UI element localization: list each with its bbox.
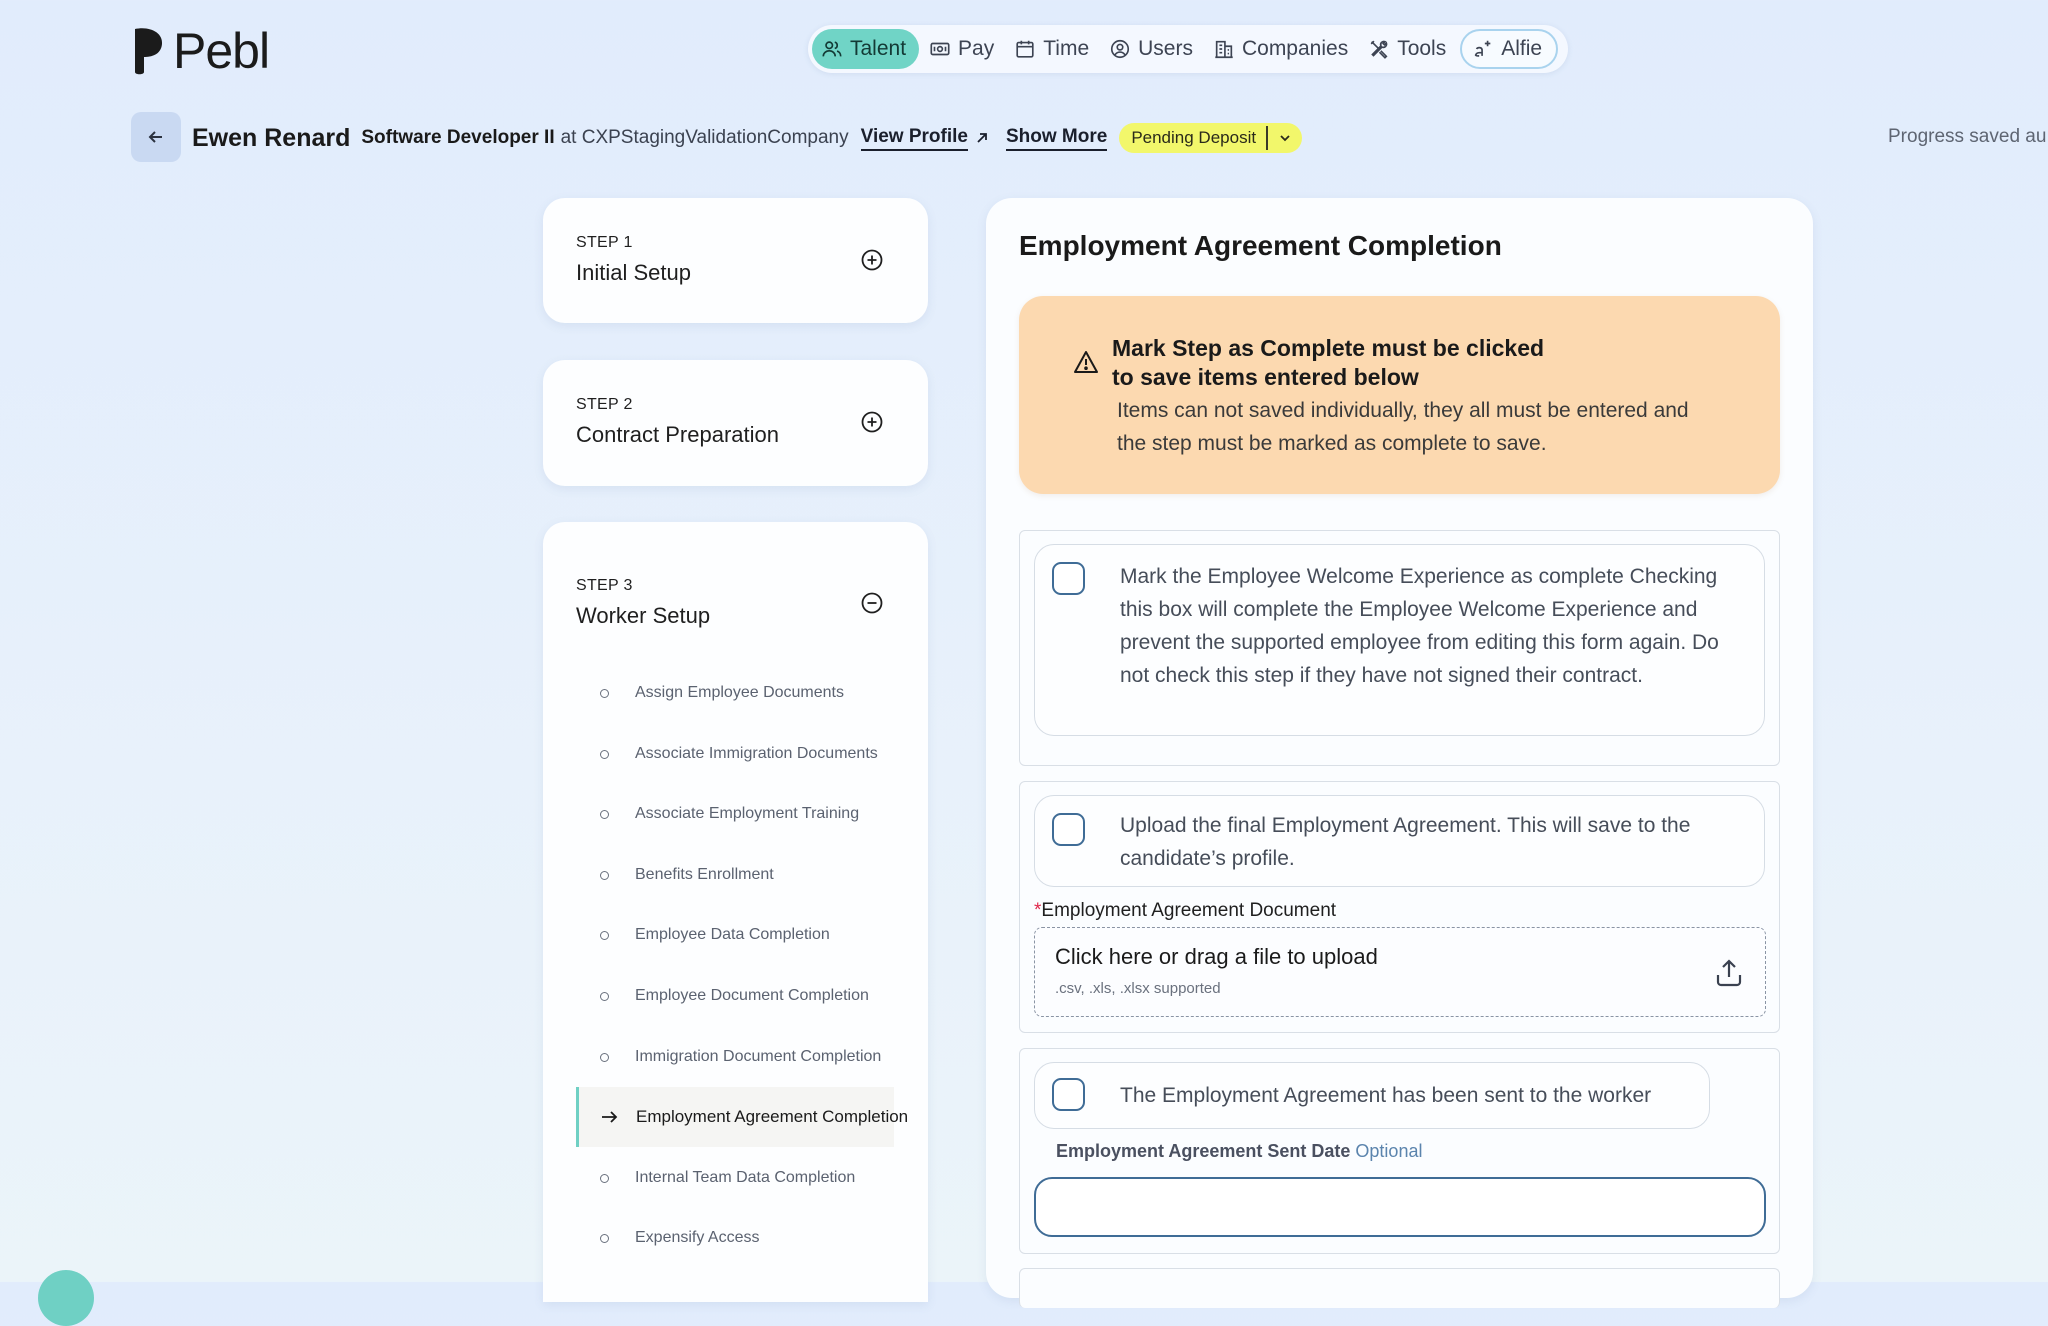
circle-bullet-icon <box>600 689 609 698</box>
checkbox[interactable] <box>1052 562 1085 595</box>
main-panel <box>986 198 1813 1298</box>
view-profile-link[interactable] <box>861 126 968 151</box>
nav-alfie-label: Alfie <box>1501 37 1543 60</box>
substep-label: Internal Team Data Completion <box>635 1169 856 1186</box>
nav-talent[interactable] <box>812 29 919 69</box>
substep-label: Immigration Document Completion <box>635 1048 882 1065</box>
calendar-icon <box>1014 38 1036 60</box>
checkbox-card[interactable] <box>1034 1062 1710 1129</box>
warning-title: Mark Step as Complete must be clicked to save items entered below <box>1112 335 1545 390</box>
checkbox-card[interactable] <box>1034 544 1765 736</box>
substep-item[interactable] <box>576 663 894 723</box>
circle-bullet-icon <box>600 931 609 940</box>
view-profile-label: View Profile <box>860 125 968 147</box>
step-title: Contract Preparation <box>576 422 779 447</box>
file-upload-dropzone[interactable] <box>1034 927 1766 1017</box>
status-dropdown[interactable] <box>1119 123 1302 153</box>
circle-bullet-icon <box>600 810 609 819</box>
upload-icon <box>1713 957 1745 989</box>
expand-plus-icon[interactable] <box>860 248 884 272</box>
nav-users[interactable] <box>1099 29 1203 69</box>
substep-label: Assign Employee Documents <box>635 684 844 701</box>
top-nav <box>808 25 1568 73</box>
status-divider <box>1266 126 1268 150</box>
nav-talent-label: Talent <box>850 37 907 60</box>
buildings-icon <box>1213 38 1235 60</box>
checkbox-card[interactable] <box>1034 795 1765 887</box>
arrow-right-icon <box>599 1107 619 1127</box>
warning-triangle-icon <box>1072 348 1100 376</box>
substep-item[interactable] <box>576 784 894 844</box>
checkbox-label: The Employment Agreement has been sent to the worker <box>1120 1084 1652 1107</box>
chevron-down-icon <box>1278 131 1292 145</box>
upload-supported-types: .csv, .xls, .xlsx supported <box>1055 980 1221 997</box>
arrow-left-icon <box>146 127 166 147</box>
circle-bullet-icon <box>600 1234 609 1243</box>
circle-bullet-icon <box>600 1053 609 1062</box>
nav-time[interactable] <box>1004 29 1099 69</box>
checkbox-label: Mark the Employee Welcome Experience as complete Checking this box will complete the Employee Welcome Experience and prevent the supported employee from editing this form again. Do not check this step if they have not signed their contract. <box>1120 565 1719 687</box>
substep-label: Associate Immigration Documents <box>635 745 878 762</box>
nav-users-label: Users <box>1138 37 1193 60</box>
circle-bullet-icon <box>600 1174 609 1183</box>
checkbox-label: Upload the final Employment Agreement. This will save to the candidate’s profile. <box>1120 814 1691 870</box>
help-chat-button[interactable] <box>38 1270 94 1326</box>
warning-banner <box>1019 296 1780 494</box>
pebl-logo[interactable] <box>131 22 269 80</box>
checkbox[interactable] <box>1052 1078 1085 1111</box>
task-box-next <box>1019 1268 1780 1308</box>
back-button[interactable] <box>131 112 181 162</box>
progress-saved-text: Progress saved au <box>1888 126 2047 147</box>
status-badge: Pending Deposit <box>1131 128 1257 147</box>
substep-item[interactable] <box>576 724 894 784</box>
circle-bullet-icon <box>600 750 609 759</box>
substep-item[interactable] <box>576 845 894 905</box>
show-more-link[interactable] <box>1006 126 1107 151</box>
step-number: STEP 1 <box>576 234 633 251</box>
substep-label: Associate Employment Training <box>635 805 860 822</box>
substep-label: Benefits Enrollment <box>635 866 774 883</box>
step-card-1[interactable] <box>543 198 928 323</box>
logo-text: Pebl <box>173 23 270 79</box>
substep-item[interactable] <box>576 1148 894 1208</box>
circle-bullet-icon <box>600 992 609 1001</box>
tools-icon <box>1368 38 1390 60</box>
nav-time-label: Time <box>1043 37 1090 60</box>
upload-prompt: Click here or drag a file to upload <box>1055 944 1378 969</box>
upload-field-label <box>1034 900 1336 922</box>
employee-header <box>192 120 1302 156</box>
expand-plus-icon[interactable] <box>860 410 884 434</box>
checkbox[interactable] <box>1052 813 1085 846</box>
pebl-logo-mark-icon <box>131 26 165 76</box>
nav-tools[interactable] <box>1358 29 1456 69</box>
nav-pay[interactable] <box>919 29 1004 69</box>
sent-date-input[interactable] <box>1034 1177 1766 1237</box>
nav-companies-label: Companies <box>1241 37 1349 60</box>
sent-date-label <box>1056 1141 1422 1162</box>
nav-pay-label: Pay <box>958 37 995 60</box>
show-more-label: Show More <box>1005 125 1108 147</box>
substep-item[interactable] <box>576 905 894 965</box>
step-number: STEP 3 <box>576 577 633 594</box>
people-icon <box>821 38 843 60</box>
upload-label-text: Employment Agreement Document <box>1041 900 1337 921</box>
substep-label: Expensify Access <box>635 1229 760 1246</box>
warning-body: Items can not saved individually, they all must be entered and the step must be marked as complete to save. <box>1117 399 1689 455</box>
task-box-sent <box>1019 1048 1780 1254</box>
step-card-3 <box>543 522 928 1302</box>
substep-label: Employment Agreement Completion <box>636 1107 909 1126</box>
sent-date-label-text: Employment Agreement Sent Date <box>1056 1141 1351 1161</box>
external-link-icon <box>974 130 990 146</box>
optional-tag: Optional <box>1355 1141 1423 1161</box>
employee-company: at CXPStagingValidationCompany <box>560 127 849 148</box>
collapse-minus-icon[interactable] <box>860 591 884 615</box>
substep-item[interactable] <box>576 966 894 1026</box>
substep-label: Employee Data Completion <box>635 926 830 943</box>
required-mark: * <box>1034 900 1042 921</box>
user-circle-icon <box>1109 38 1131 60</box>
task-box-upload <box>1019 781 1780 1033</box>
task-box-welcome <box>1019 530 1780 766</box>
ai-sparkle-icon <box>1472 38 1494 60</box>
substep-label: Employee Document Completion <box>635 987 869 1004</box>
circle-bullet-icon <box>600 871 609 880</box>
nav-companies[interactable] <box>1203 29 1358 69</box>
page-title: Employment Agreement Completion <box>1019 230 1502 261</box>
nav-tools-label: Tools <box>1397 37 1447 60</box>
step-title: Worker Setup <box>576 603 711 628</box>
substep-item[interactable] <box>576 1027 894 1087</box>
substep-item-current[interactable] <box>576 1087 909 1147</box>
money-icon <box>929 38 951 60</box>
employee-name: Ewen Renard <box>192 123 351 152</box>
substep-item[interactable] <box>576 1208 894 1268</box>
employee-role: Software Developer II <box>361 127 555 148</box>
step-title: Initial Setup <box>576 260 691 285</box>
step-card-2[interactable] <box>543 360 928 486</box>
nav-alfie[interactable] <box>1460 29 1558 69</box>
step-number: STEP 2 <box>576 396 633 413</box>
